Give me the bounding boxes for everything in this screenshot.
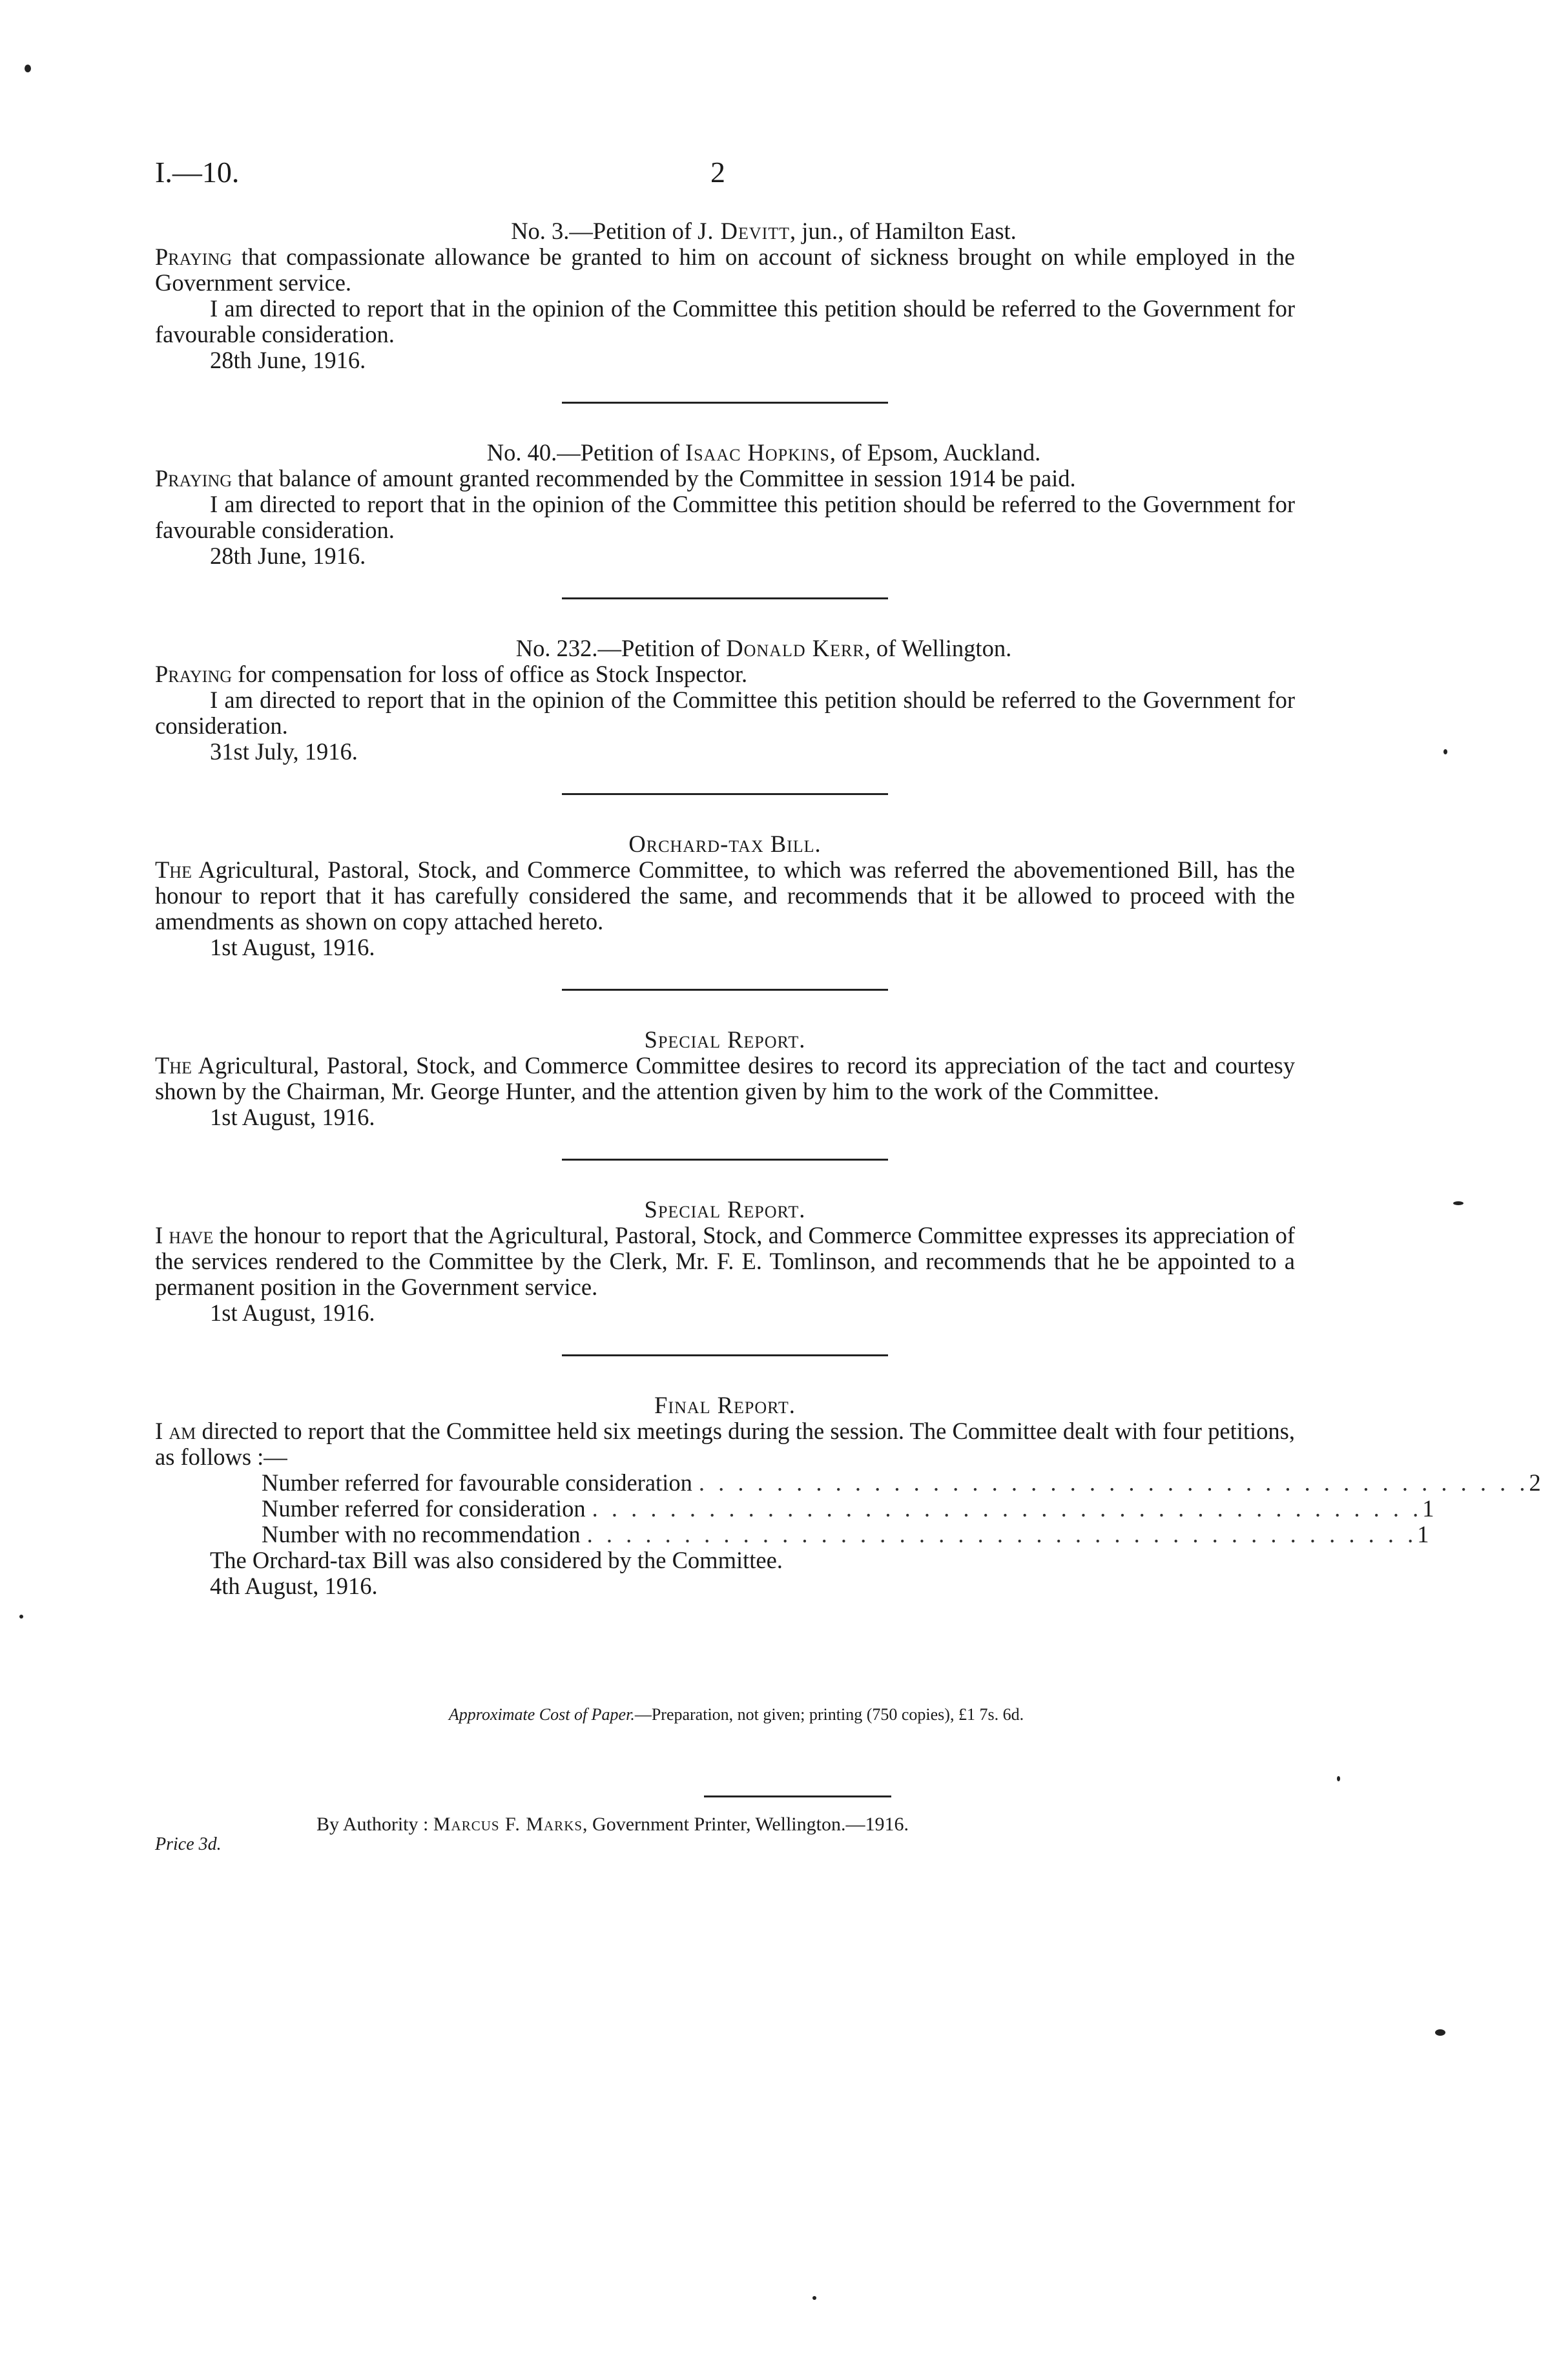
report-text: the honour to report that the Agricultural, Pastoral, Stock, and Commerce Committee expresses its appreciation of the services rendered to the Committee by the Clerk, Mr. F. E. Tomlinson, and recommends that he be appointed to a permanent position in the Government service.: [155, 1222, 1295, 1300]
scan-speck: [1443, 749, 1447, 754]
report-paragraph: I am directed to report that in the opinion of the Committee this petition should be referred to the Government for consideration.: [155, 687, 1295, 739]
tally-row: [262, 1469, 1541, 1496]
orchard-bill-note: The Orchard-tax Bill was also considered by the Committee.: [210, 1547, 783, 1573]
prayer-text: that balance of amount granted recommended by the Committee in session 1914 be paid.: [232, 465, 1076, 492]
report-paragraph: [155, 1053, 1295, 1104]
scan-speck: [19, 1615, 23, 1619]
petitioner-name: Donald Kerr: [726, 635, 865, 661]
title-prefix: No. 40.—Petition of: [486, 439, 685, 466]
prayer-text: for compensation for loss of office as Stock Inspector.: [232, 661, 748, 687]
section-date: 1st August, 1916.: [210, 1299, 375, 1326]
lead-word: Praying: [155, 243, 233, 270]
leader-dots: . . . . . . . . . . . . . . . . . . . . . . . . . . . . . . . . . . . . . . . . . . .: [698, 1469, 1529, 1496]
tally-label: Number referred for favourable consideration: [262, 1469, 692, 1496]
section-title: [155, 636, 1295, 661]
section-divider: [562, 793, 888, 795]
section-title: [155, 218, 1295, 244]
cost-text: —Preparation, not given; printing (750 copies), £1 7s. 6d.: [634, 1705, 1024, 1724]
bill-section: [155, 831, 1295, 991]
title-suffix: , of Wellington.: [864, 635, 1012, 661]
report-paragraph: I am directed to report that in the opinion of the Committee this petition should be referred to the Government for favourable consideration.: [155, 295, 1295, 347]
section-date: 28th June, 1916.: [210, 347, 366, 373]
section-title: Special Report.: [644, 1196, 806, 1223]
section-divider: [562, 597, 888, 599]
prayer-paragraph: [155, 466, 1295, 492]
petition-section: [155, 440, 1295, 599]
lead-word: The: [155, 1052, 192, 1079]
tally-count: 2: [1529, 1469, 1541, 1496]
section-divider: [562, 1354, 888, 1356]
tally-label: Number with no recommendation: [262, 1521, 581, 1547]
cost-of-paper: [0, 1705, 1473, 1724]
printer-name: Marcus F. Marks: [433, 1814, 583, 1835]
section-divider: [562, 989, 888, 991]
report-paragraph: [155, 1418, 1295, 1470]
section-date: 1st August, 1916.: [210, 1104, 375, 1130]
scan-speck: [1337, 1776, 1340, 1781]
printer-authority: [316, 1814, 909, 1836]
petitioner-name: Isaac Hopkins: [685, 439, 830, 466]
lead-word: I am: [155, 1418, 196, 1444]
title-prefix: No. 232.—Petition of: [515, 635, 727, 661]
tally-row: [262, 1495, 1434, 1522]
scan-speck: [1453, 1201, 1463, 1205]
petition-section: [155, 218, 1295, 404]
report-text: directed to report that the Committee held six meetings during the session. The Committee dealt with four petitions, as follows :—: [155, 1418, 1295, 1470]
lead-word: Praying: [155, 465, 233, 492]
section-date: 1st August, 1916.: [210, 934, 375, 960]
title-suffix: , jun., of Hamilton East.: [790, 218, 1017, 244]
tally-count: 1: [1422, 1495, 1434, 1522]
petition-tally: [155, 1469, 1541, 1547]
authority-suffix: , Government Printer, Wellington.—1916.: [583, 1814, 909, 1835]
petition-section: [155, 636, 1295, 795]
price: Price 3d.: [155, 1834, 222, 1854]
report-paragraph: [155, 857, 1295, 935]
page-number: 2: [710, 156, 725, 189]
section-divider: [562, 402, 888, 404]
prayer-text: that compassionate allowance be granted to him on account of sickness brought on while employed in the Government service.: [155, 243, 1295, 296]
cost-label: Approximate Cost of Paper.: [448, 1705, 635, 1724]
lead-word: I have: [155, 1222, 214, 1248]
scan-speck: [1435, 2029, 1445, 2036]
report-paragraph: I am directed to report that in the opinion of the Committee this petition should be referred to the Government for favourable consideration.: [155, 491, 1295, 543]
section-title: Special Report.: [644, 1026, 806, 1053]
leader-dots: . . . . . . . . . . . . . . . . . . . . . . . . . . . . . . . . . . . . . . . . . . .: [586, 1521, 1418, 1547]
section-title: [155, 440, 1295, 466]
leader-dots: . . . . . . . . . . . . . . . . . . . . . . . . . . . . . . . . . . . . . . . . . . .: [592, 1495, 1423, 1522]
tally-label: Number referred for consideration: [262, 1495, 586, 1522]
section-divider: [562, 1159, 888, 1161]
lead-word: The: [155, 856, 192, 883]
paper-reference: I.—10.: [155, 156, 240, 189]
report-paragraph: [155, 1223, 1295, 1300]
scan-speck: [812, 2296, 816, 2300]
report-text: Agricultural, Pastoral, Stock, and Commerce Committee desires to record its appreciation of the tact and courtesy shown by the Chairman, Mr. George Hunter, and the attention given by him to the work of the Committee.: [155, 1052, 1295, 1104]
special-report-section: [155, 1197, 1295, 1356]
section-date: 28th June, 1916.: [210, 543, 366, 569]
document-body: [155, 218, 1541, 1599]
scan-speck: [25, 65, 31, 72]
section-date: 4th August, 1916.: [210, 1573, 378, 1599]
section-date: 31st July, 1916.: [210, 738, 358, 765]
prayer-paragraph: [155, 244, 1295, 296]
footer-divider: [704, 1795, 891, 1797]
prayer-paragraph: [155, 661, 1295, 687]
final-report-section: [155, 1392, 1541, 1599]
tally-count: 1: [1417, 1521, 1429, 1547]
authority-prefix: By Authority :: [316, 1814, 433, 1835]
title-prefix: No. 3.—Petition of: [511, 218, 698, 244]
title-suffix: , of Epsom, Auckland.: [829, 439, 1041, 466]
report-text: Agricultural, Pastoral, Stock, and Commerce Committee, to which was referred the abovementioned Bill, has the honour to report that it has carefully considered the same, and recommends that it be allowed to proceed with the amendments as shown on copy attached hereto.: [155, 856, 1295, 935]
special-report-section: [155, 1027, 1295, 1161]
lead-word: Praying: [155, 661, 233, 687]
petitioner-name: J. Devitt: [698, 218, 791, 244]
section-title: Orchard-tax Bill.: [628, 831, 822, 857]
section-title: Final Report.: [654, 1392, 796, 1418]
tally-row: [262, 1521, 1429, 1547]
